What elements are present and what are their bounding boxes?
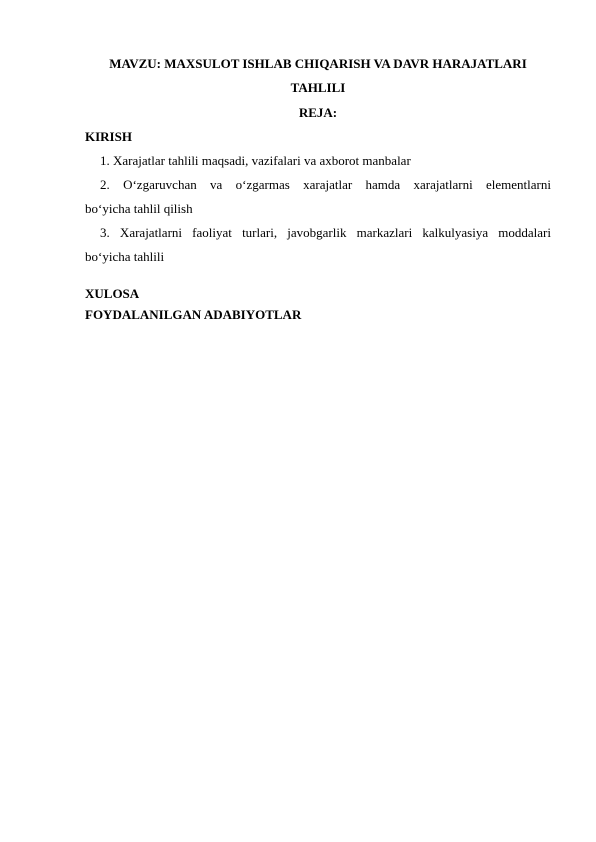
- document-title-line-2: TAHLILI: [290, 80, 346, 95]
- intro-heading: KIRISH: [85, 129, 132, 144]
- plan-item-3-line-1: 3. Xarajatlarni faoliyat turlari, javobgarlik markazlari kalkulyasiya moddalari: [100, 225, 551, 240]
- references-heading: FOYDALANILGAN ADABIYOTLAR: [85, 307, 302, 322]
- plan-item-1: 1. Xarajatlar tahlili maqsadi, vazifalari va axborot manbalar: [100, 153, 411, 168]
- plan-heading: REJA:: [298, 105, 338, 120]
- document-title-line-1: MAVZU: MAXSULOT ISHLAB CHIQARISH VA DAVR HARAJATLARI: [109, 56, 527, 71]
- conclusion-heading: XULOSA: [85, 286, 140, 301]
- plan-item-2-line-1: 2. O‘zgaruvchan va o‘zgarmas xarajatlar hamda xarajatlarni elementlarni: [100, 177, 551, 192]
- plan-item-2-line-2: bo‘yicha tahlil qilish: [85, 201, 193, 216]
- plan-item-3-line-2: bo‘yicha tahlili: [85, 249, 165, 264]
